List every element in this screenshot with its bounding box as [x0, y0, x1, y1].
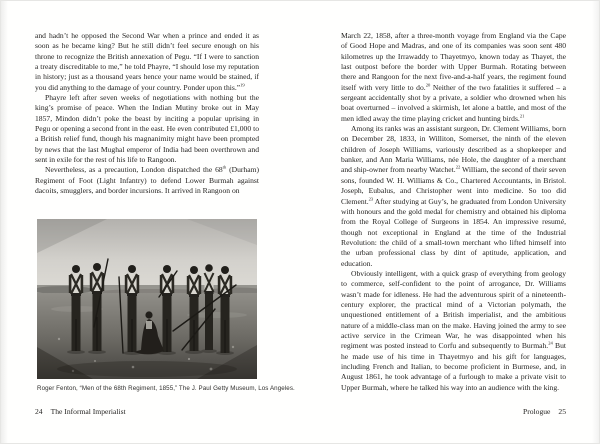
text-segment: After studying at Guy’s, he graduated from London University with honours and the gold medal for chemistry and obtained his diploma from the Royal College of Surgeons in 1854. An impressive resumé, though not exceptional in England at the time of the Industrial Revolution: the child of a small-town merchant who lifted himself into the urban professional class by dint of aptitude, application, and education.: [341, 196, 566, 268]
text-segment: March 22, 1858, after a three-month voyage from England via the Cape of Good Hope and Madras, and one of its companies was soon sent 480 kilometres up the Irrawaddy to Thayetmyo, known today as Thayet, the last outpost before the border with Upper Burmah. Rotating between there and Rangoon for the next five-and-a-half years, the regiment found itself with very little to do.: [341, 31, 566, 92]
text-segment: But he made use of his time in Thayetmyo and his gift for languages, including French and Italian, to become proficient in Burmese, and, in August 1861, he took advantage of a furlough to make a private visit to Upper Burmah, where he talked his way into an audience with the king.: [341, 341, 566, 392]
body-paragraph: [35, 31, 259, 93]
left-text-column: [35, 31, 259, 219]
text-segment: Obviously intelligent, with a quick grasp of everything from geology to commerce, self-confident to the point of arrogance, Dr. Williams wasn’t made for idleness. He had the adventurous spirit of a nineteenth-century explorer, the practical mind of a Victorian polymath, the unquestioned entitlement of a British imperialist, and the ambitious nature of a middle-class man on the make. Having joined the army to see active service in the Crimean War, he was disappointed when his regiment was posted instead to Corfu and subsequently to Burmah.: [341, 268, 566, 351]
body-paragraph: [341, 269, 566, 393]
left-page-footer: [35, 407, 126, 416]
running-title-right: Prologue: [522, 407, 551, 416]
text-segment: Nevertheless, as a precaution, London dispatched the 68: [45, 165, 223, 175]
text-segment: and hadn’t he opposed the Second War when a prince and ended it as soon as he became king? But he still didn’t feel secure enough on his throne to recognize the British annexation of Pegu. “If I were to sanction a treaty discreditable to me,” he told Phayre, “I should lose my reputation in history; just as a thousand years hence your name would be stained, if you did anything to the damage of your country. Ponder upon this.”: [35, 31, 259, 92]
body-paragraph: [341, 124, 566, 269]
body-paragraph: [35, 165, 259, 196]
footnote-marker: th: [222, 164, 227, 170]
regiment-photo: [37, 219, 257, 379]
right-text-column: [341, 31, 566, 397]
footnote-marker: 20: [425, 82, 431, 88]
photo-caption: Roger Fenton, “Men of the 68th Regiment, 1855,” The J. Paul Getty Museum, Los Angeles.: [37, 385, 295, 392]
page-number-right: 25: [558, 407, 566, 416]
page-number-left: 24: [35, 407, 43, 416]
body-paragraph: [341, 31, 566, 124]
running-title-left: The Informal Imperialist: [50, 407, 126, 416]
text-segment: Phayre left after seven weeks of negotiations with nothing but the king’s promise of peace. When the Indian Mutiny broke out in May 1857, Mindon didn’t poke the beast by inciting a popular uprising in Pegu or opening a second front in the east. He even contributed £1,000 to a British relief fund, though his magnanimity might have been prompted by news that the last Mughal emperor of India had been overthrown and sent in exile for the rest of his life to Rangoon.: [35, 93, 259, 165]
text-segment: (Durham) Regiment of Foot (Light Infantry) to defend Lower Burmah against dacoits, smugglers, and border incursions. It arrived in Rangoon on: [35, 165, 259, 196]
text-segment: William, the second of their seven sons, founded W. H. Williams & Co., Chartered Accountants, in Bristol. Joseph, Eubalus, and Christopher went into medicine. So too did Clement.: [341, 165, 566, 206]
text-segment: Among its ranks was an assistant surgeon, Dr. Clement Williams, born on December 28, 1833, in Williton, Somerset, the ninth of the eleven children of Joseph Williams, variously described as a shopkeeper and banker, and Ann Maria Williams, née Hole, the daughter of a merchant and ship-owner from nearby Watchet.: [341, 124, 566, 175]
body-paragraph: [35, 93, 259, 165]
footnote-marker: 22: [455, 164, 461, 170]
right-page-footer: [341, 407, 566, 416]
footnote-marker: 19: [240, 82, 245, 88]
footnote-marker: 21: [519, 113, 525, 119]
regiment-photo-figure: [37, 219, 295, 392]
footnote-marker: 24: [548, 340, 553, 346]
text-segment: Neither of the two fatalities it suffered – a sergeant accidentally shot by a private, a soldier who drowned when his boat overturned – involved a skirmish, let alone a battle, and most of the men idled away the time playing cricket and hunting birds.: [341, 82, 566, 123]
footnote-marker: 23: [368, 195, 374, 201]
